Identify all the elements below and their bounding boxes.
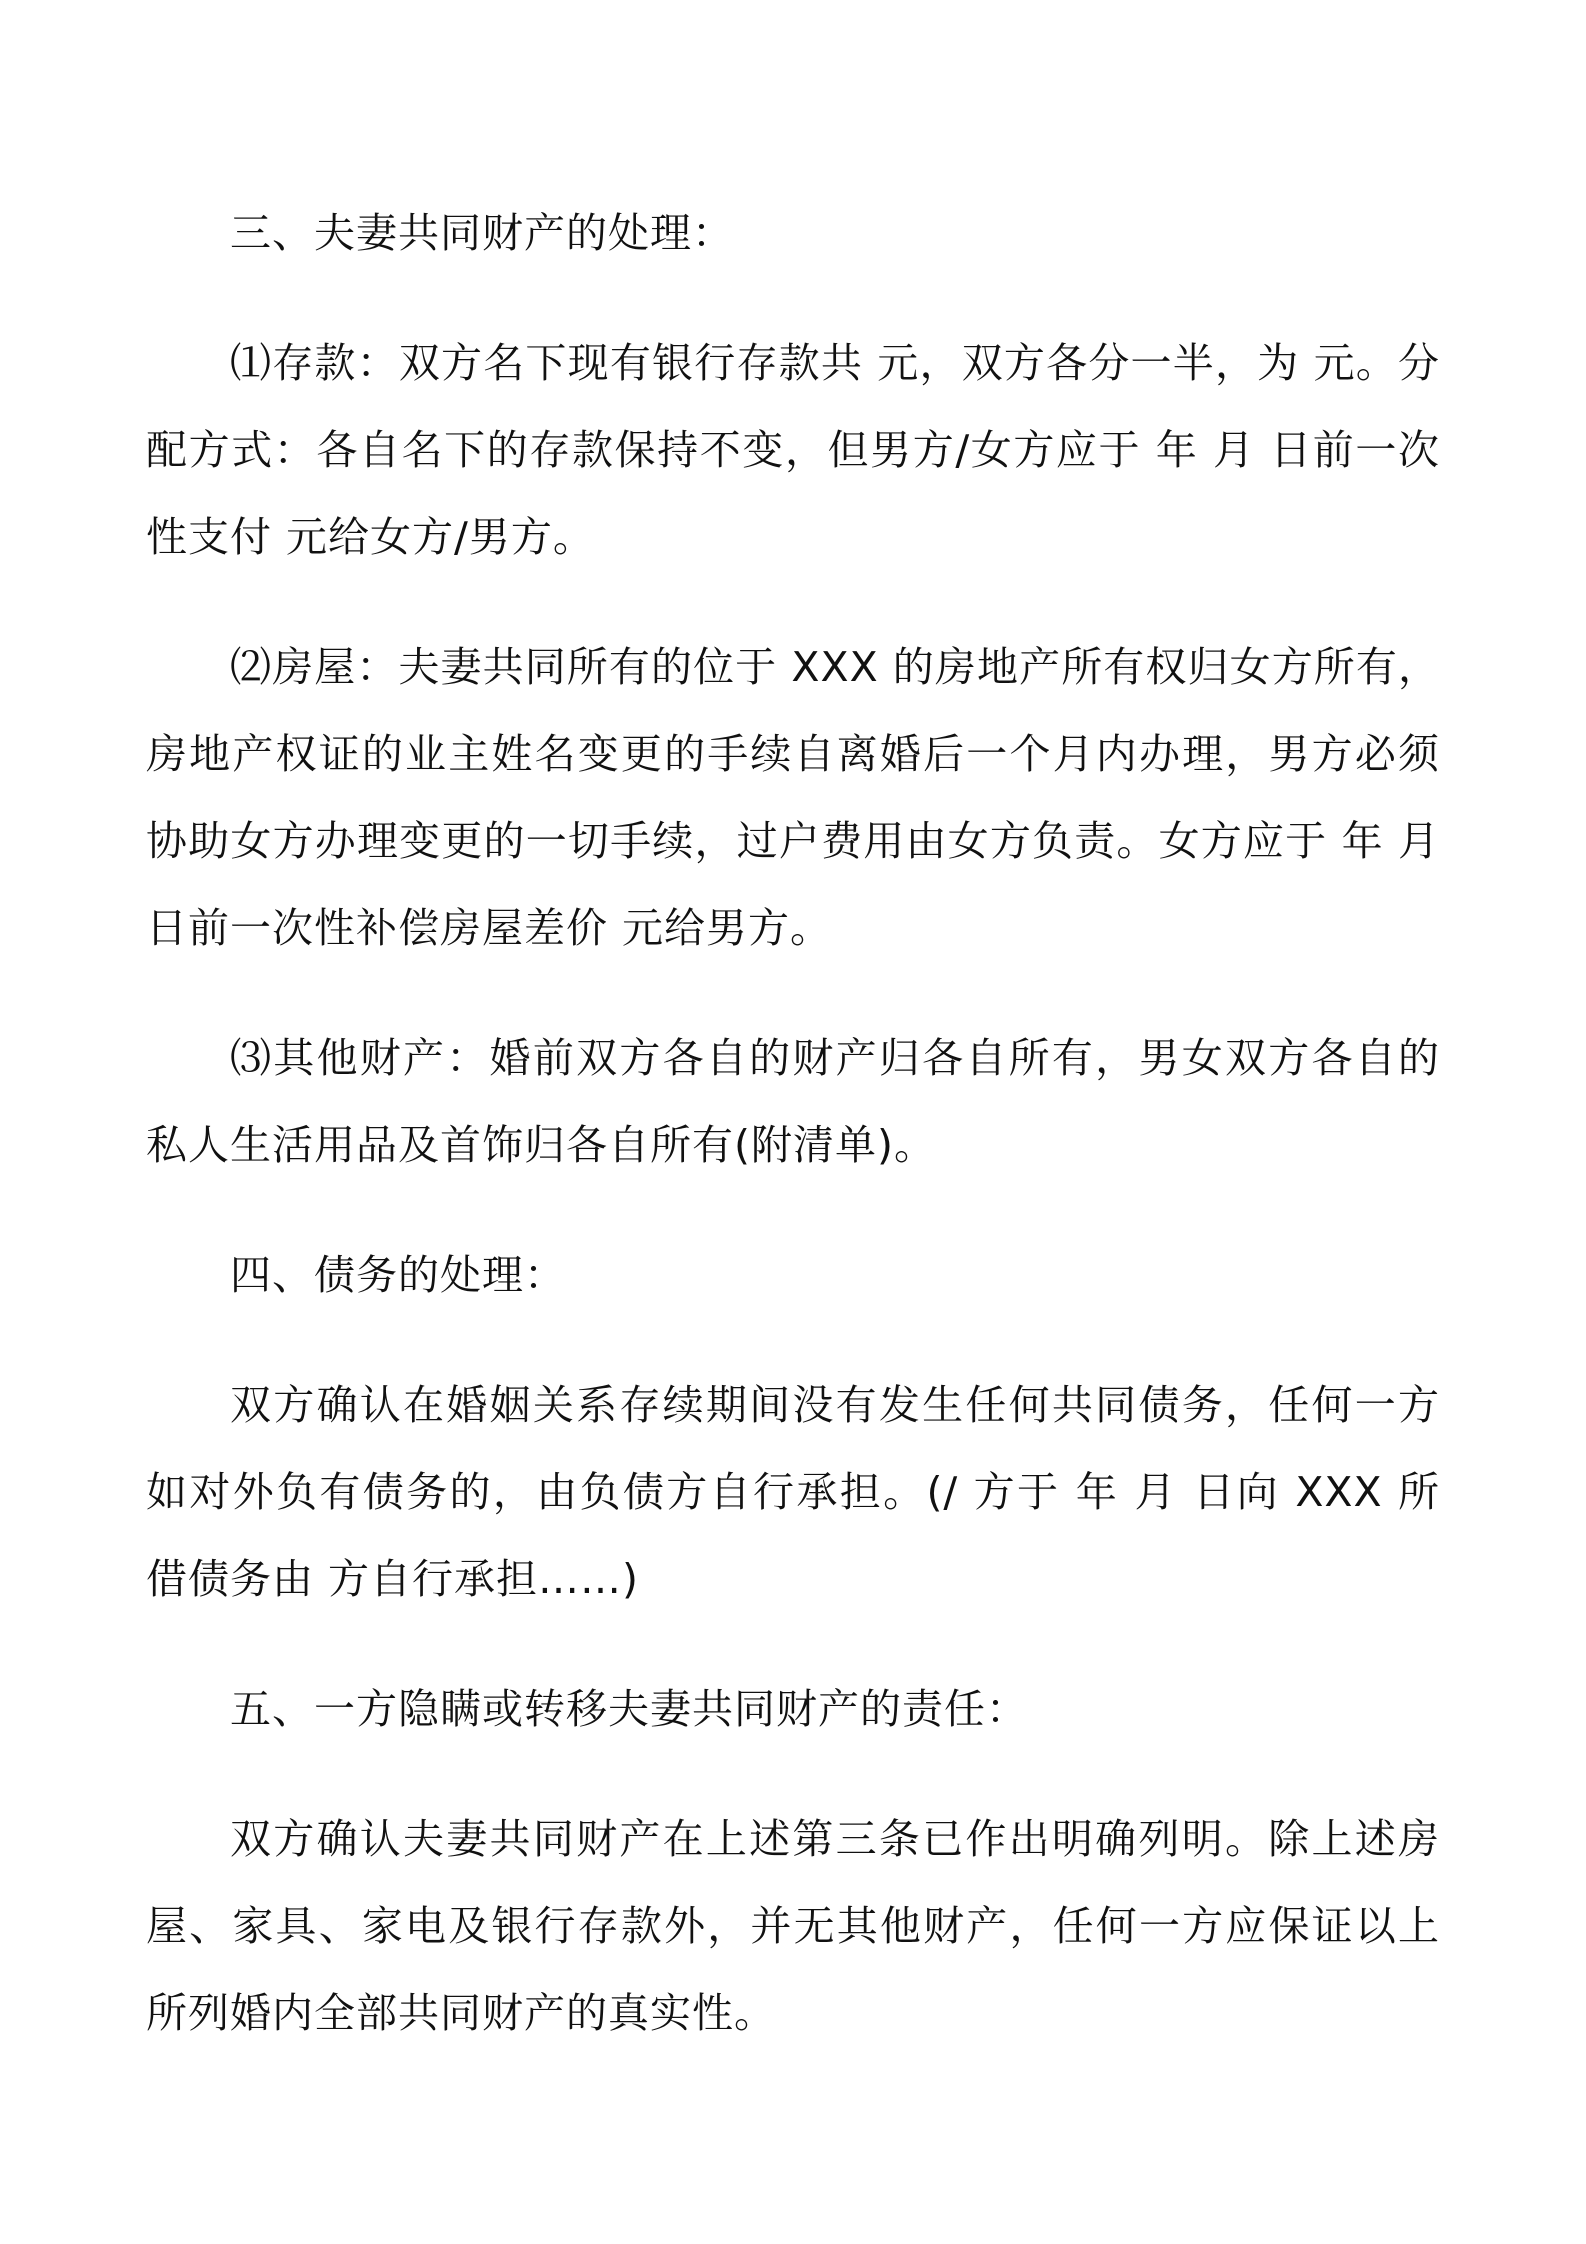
paragraph-debts: 双方确认在婚姻关系存续期间没有发生任何共同债务，任何一方如对外负有债务的，由负债方自行承担。(/ 方于 年 月 日向 XXX 所借债务由 方自行承担……) [146, 1381, 1440, 1603]
paragraph-other-property: ⑶其他财产：婚前双方各自的财产归各自所有，男女双方各自的私人生活用品及首饰归各自所有(附清单)。 [146, 1034, 1440, 1169]
section-heading-debts: 四、债务的处理： [230, 1251, 566, 1299]
paragraph-concealment: 双方确认夫妻共同财产在上述第三条已作出明确列明。除上述房屋、家具、家电及银行存款外，并无其他财产，任何一方应保证以上所列婚内全部共同财产的真实性。 [146, 1815, 1440, 2037]
section-heading-concealment: 五、一方隐瞒或转移夫妻共同财产的责任： [230, 1685, 1028, 1733]
paragraph-deposits: ⑴存款：双方名下现有银行存款共 元，双方各分一半，为 元。分配方式：各自名下的存款保持不变，但男方/女方应于 年 月 日前一次性支付 元给女方/男方。 [146, 339, 1440, 561]
document-body [146, 190, 1440, 2100]
section-heading-property: 三、夫妻共同财产的处理： [230, 209, 734, 257]
paragraph-house: ⑵房屋：夫妻共同所有的位于 XXX 的房地产所有权归女方所有，房地产权证的业主姓名变更的手续自离婚后一个月内办理，男方必须协助女方办理变更的一切手续，过户费用由女方负责。女方应于 年 月 日前一次性补偿房屋差价 元给男方。 [146, 643, 1440, 952]
